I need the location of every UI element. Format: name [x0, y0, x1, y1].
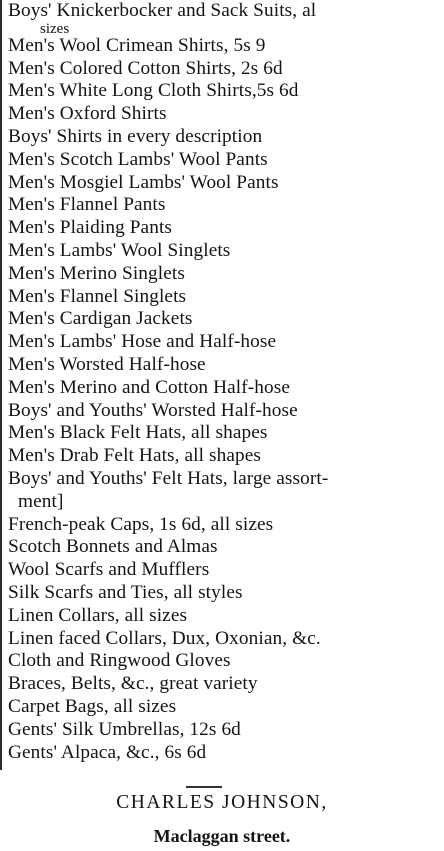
list-item: French-peak Caps, 1s 6d, all sizes — [8, 513, 274, 535]
column-rule — [0, 0, 2, 770]
list-item: Men's Flannel Singlets — [8, 285, 187, 307]
list-item: Men's Cardigan Jackets — [8, 308, 193, 330]
list-item: Men's Merino and Cotton Half-hose — [8, 376, 291, 398]
signature-divider — [186, 786, 222, 788]
list-item: Linen Collars, all sizes — [8, 604, 188, 626]
list-item: Men's White Long Cloth Shirts,5s 6d — [8, 80, 299, 102]
list-item: Boys' and Youths' Worsted Half-hose — [8, 399, 298, 421]
list-item: Men's Drab Felt Hats, all shapes — [8, 445, 261, 467]
merchant-address: Maclaggan street. — [153, 826, 291, 846]
list-item: Gents' Alpaca, &c., 6s 6d — [8, 741, 207, 763]
list-item: Wool Scarfs and Mufflers — [8, 559, 210, 581]
list-item: Boys' and Youths' Felt Hats, large assort- — [8, 467, 329, 489]
list-item: Men's Scotch Lambs' Wool Pants — [8, 148, 268, 170]
list-item: Carpet Bags, all sizes — [8, 695, 177, 717]
list-item: Scotch Bonnets and Almas — [8, 536, 218, 558]
list-item: Men's Lambs' Wool Singlets — [8, 239, 231, 261]
list-item: Men's Lambs' Hose and Half-hose — [8, 331, 277, 353]
list-item: Men's Black Felt Hats, all shapes — [8, 422, 268, 444]
list-item-continuation: ment] — [18, 490, 64, 512]
merchant-name: CHARLES JOHNSON, — [116, 792, 328, 813]
list-item: Men's Plaiding Pants — [8, 217, 173, 239]
list-item: Silk Scarfs and Ties, all styles — [8, 581, 243, 603]
list-item: Cloth and Ringwood Gloves — [8, 650, 231, 672]
list-item: Men's Merino Singlets — [8, 262, 185, 284]
list-item: Men's Flannel Pants — [8, 194, 166, 216]
list-item: Braces, Belts, &c., great variety — [8, 673, 258, 695]
list-item: Men's Wool Crimean Shirts, 5s 9 — [8, 34, 266, 56]
list-item: Boys' Shirts in every description — [8, 125, 263, 147]
list-item: Men's Colored Cotton Shirts, 2s 6d — [8, 57, 283, 79]
item-list — [8, 0, 440, 764]
list-item-continuation: sizes — [40, 20, 70, 37]
list-item: Linen faced Collars, Dux, Oxonian, &c. — [8, 627, 321, 649]
list-item: Gents' Silk Umbrellas, 12s 6d — [8, 718, 241, 740]
list-item: Boys' Knickerbocker and Sack Suits, al — [8, 0, 317, 21]
list-item: Men's Worsted Half-hose — [8, 353, 206, 375]
list-item: Men's Oxford Shirts — [8, 103, 167, 125]
list-item: Men's Mosgiel Lambs' Wool Pants — [8, 171, 279, 193]
